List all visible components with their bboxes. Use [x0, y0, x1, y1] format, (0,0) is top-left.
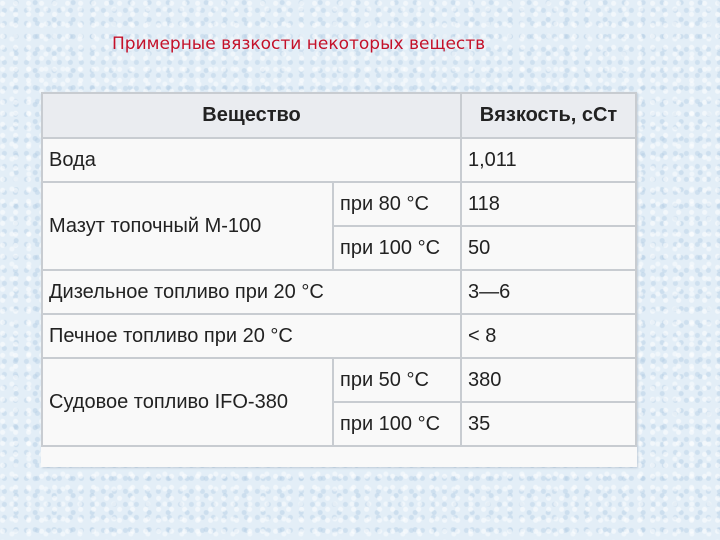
substance-cell: Вода: [42, 138, 461, 182]
table-row: [42, 182, 636, 226]
header-viscosity: Вязкость, сСт: [461, 93, 636, 138]
header-substance: Вещество: [42, 93, 461, 138]
substance-cell: Мазут топочный М-100: [42, 182, 333, 270]
table-row: [42, 358, 636, 402]
condition-cell: при 100 °С: [333, 402, 461, 446]
condition-cell: при 100 °С: [333, 226, 461, 270]
substance-cell: Дизельное топливо при 20 °С: [42, 270, 461, 314]
viscosity-cell: 380: [461, 358, 636, 402]
viscosity-cell: < 8: [461, 314, 636, 358]
substance-cell: Печное топливо при 20 °С: [42, 314, 461, 358]
table-row: [42, 138, 636, 182]
table-row: [42, 270, 636, 314]
slide-title: Примерные вязкости некоторых веществ: [112, 34, 486, 54]
viscosity-cell: 35: [461, 402, 636, 446]
viscosity-table: [41, 92, 637, 447]
table-row: [42, 314, 636, 358]
substance-cell: Судовое топливо IFO-380: [42, 358, 333, 446]
table-header-row: [42, 93, 636, 138]
viscosity-cell: 3—6: [461, 270, 636, 314]
viscosity-cell: 1,011: [461, 138, 636, 182]
condition-cell: при 80 °С: [333, 182, 461, 226]
viscosity-cell: 50: [461, 226, 636, 270]
viscosity-table-container: [41, 92, 637, 467]
condition-cell: при 50 °С: [333, 358, 461, 402]
viscosity-cell: 118: [461, 182, 636, 226]
